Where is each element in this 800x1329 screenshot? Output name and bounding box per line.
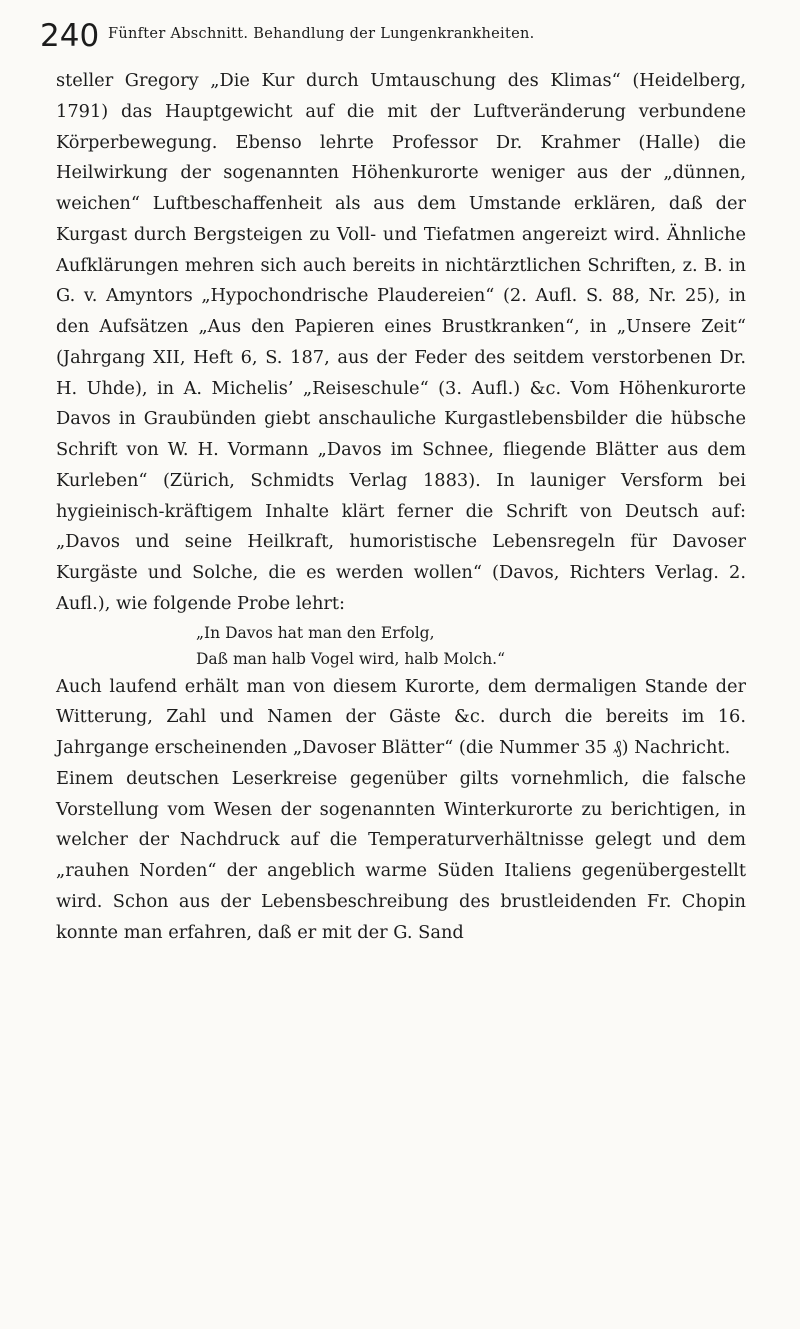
paragraph: steller Gregory „Die Kur durch Umtauschung des Klimas“ (Heidelberg, 1791) das Hauptgewicht auf die mit der Luftveränderung verbundene Körperbewegung. Ebenso lehrte Professor Dr. Krahmer (Halle) die Heilwirkung der sogenannten Höhenkurorte weniger aus der „dünnen, weichen“ Luftbeschaffenheit als aus dem Umstande erklären, daß der Kurgast durch Bergsteigen zu Voll- und Tiefatmen angereizt wird. Ähnliche Aufklärungen mehren sich auch bereits in nichtärztlichen Schriften, z. B. in G. v. Amyntors „Hypochondrische Plaudereien“ (2. Aufl. S. 88, Nr. 25), in den Aufsätzen „Aus den Papieren eines Brustkranken“, in „Unsere Zeit“ (Jahrgang XII, Heft 6, S. 187, aus der Feder des seitdem verstorbenen Dr. H. Uhde), in A. Michelis’ „Reiseschule“ (3. Aufl.) &c. Vom Höhenkurorte Davos in Graubünden giebt anschauliche Kurgastlebensbilder die hübsche Schrift von W. H. Vormann „Davos im Schnee, fliegende Blätter aus dem Kurleben“ (Zürich, Schmidts Verlag 1883). In launiger Versform bei hygieinisch-kräftigem Inhalte klärt ferner die Schrift von Deutsch auf: „Davos und seine Heilkraft, humoristische Lebensregeln für Davoser Kurgäste und Solche, die es werden wollen“ (Davos, Richters Verlag. 2. Aufl.), wie folgende Probe lehrt: [56,70,746,614]
verse-quote [196,620,746,672]
verse-line: „In Davos hat man den Erfolg, [196,623,435,642]
paragraph: Einem deutschen Leserkreise gegenüber gilts vornehmlich, die falsche Vorstellung vom Wesen der sogenannten Winterkurorte zu berichtigen, in welcher der Nachdruck auf die Temperaturverhältnisse gelegt und dem „rauhen Norden“ der angeblich warme Süden Italiens gegenübergestellt wird. Schon aus der Lebensbeschreibung des brustleidenden Fr. Chopin konnte man erfahren, daß er mit der G. Sand [56,767,746,943]
body-text [56,66,746,948]
paragraph: Auch laufend erhält man von diesem Kurorte, dem dermaligen Stande der Witterung, Zahl und Namen der Gäste &c. durch die bereits im 16. Jahrgange erscheinenden „Davoser Blätter“ (die Nummer 35 ₰) Nachricht. [56,675,746,758]
page-number: 240 [40,18,100,54]
page-header [40,16,760,66]
running-head: Fünfter Abschnitt. Behandlung der Lungenkrankheiten. [108,26,535,42]
verse-line: Daß man halb Vogel wird, halb Molch.“ [196,649,506,668]
